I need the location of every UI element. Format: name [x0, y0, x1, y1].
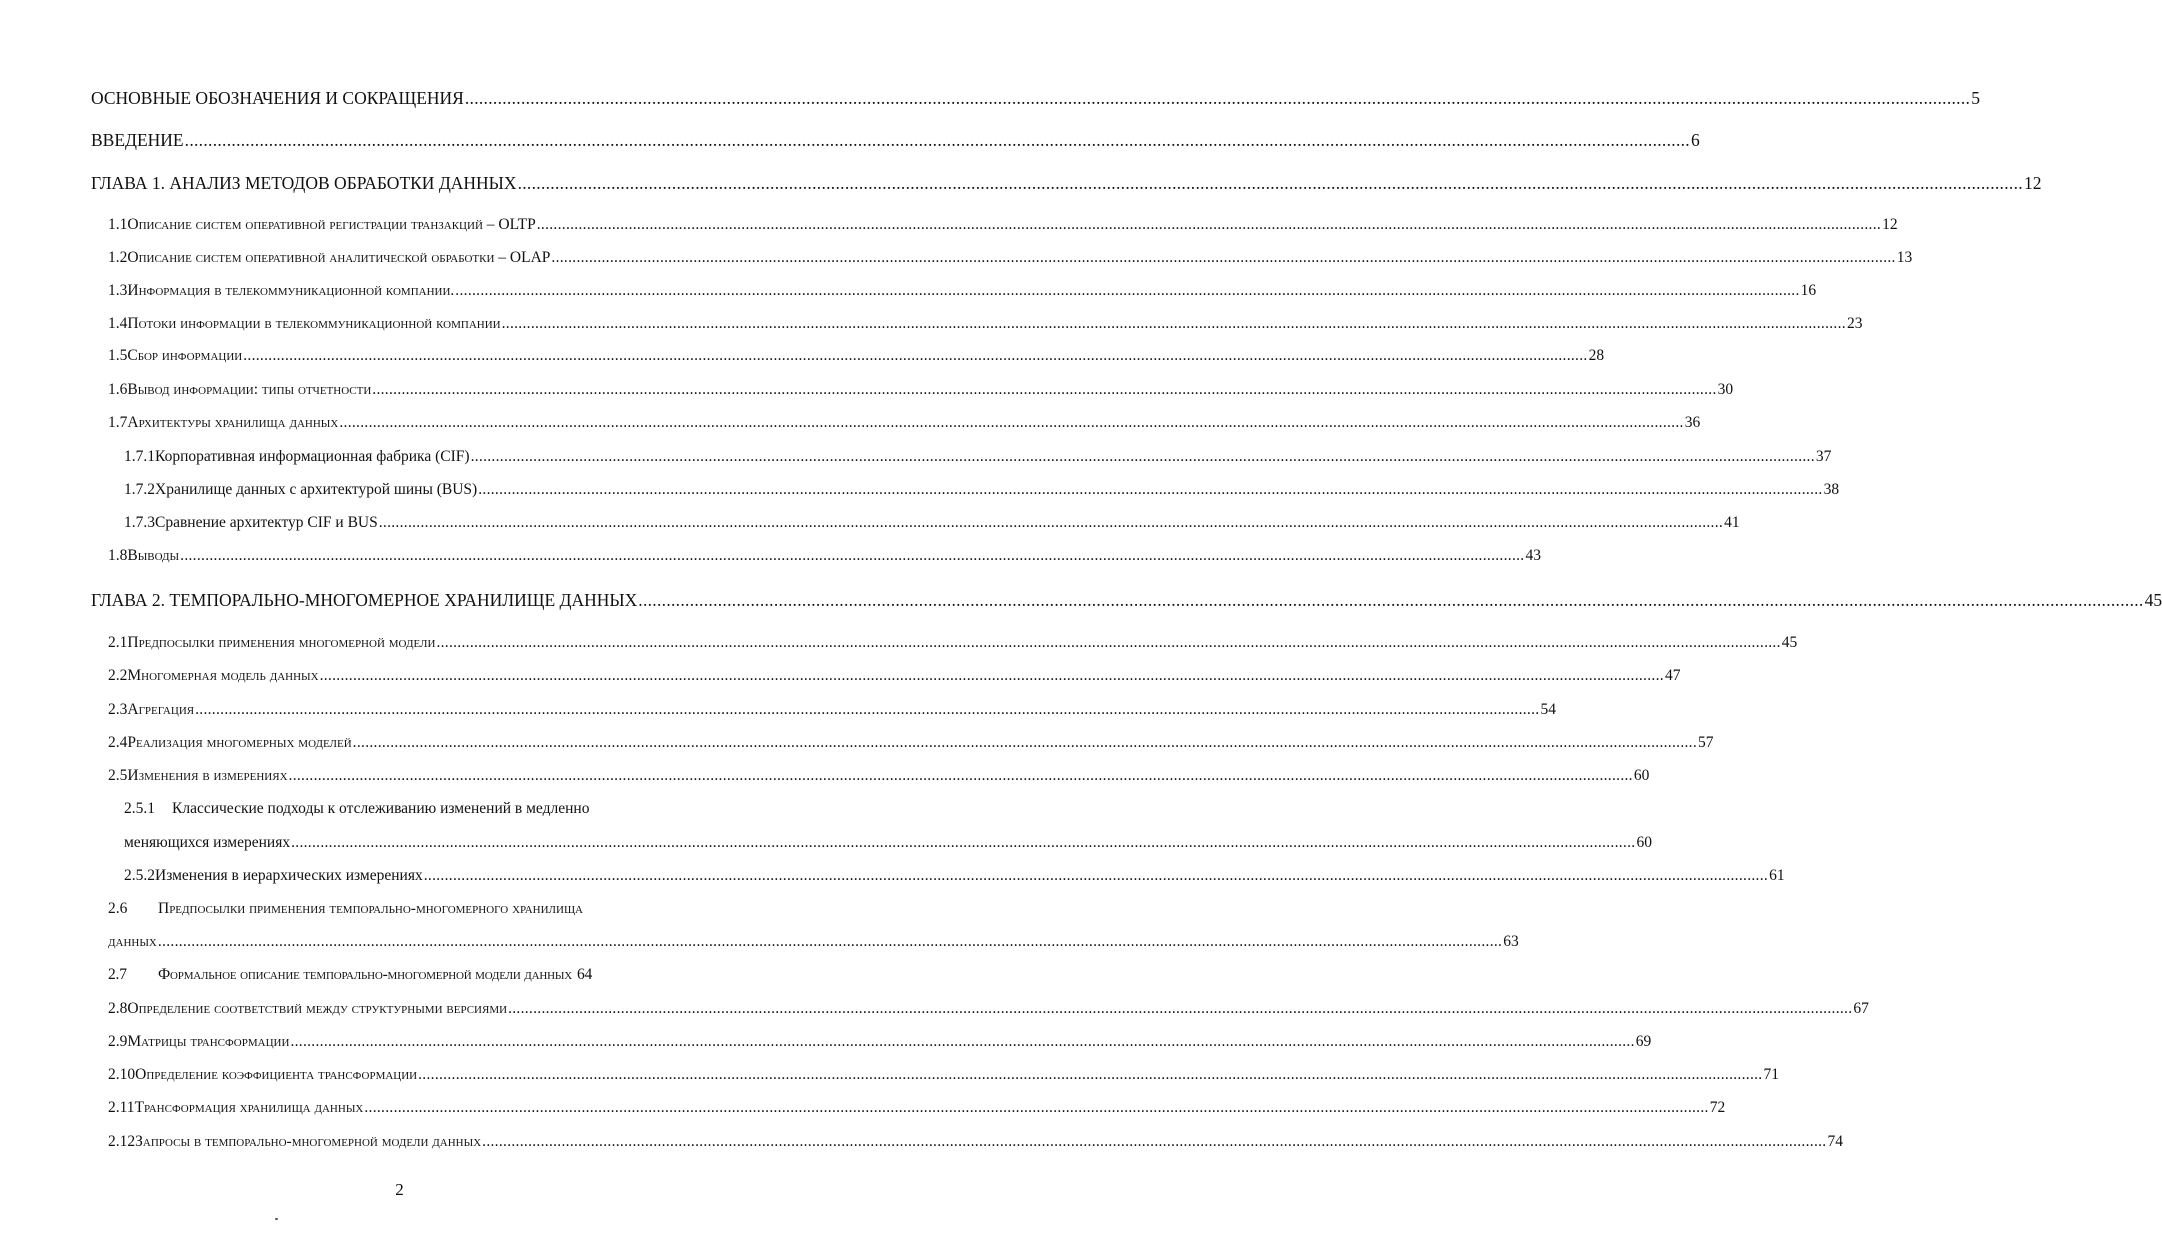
toc-title: ВВЕДЕНИЕ — [91, 130, 184, 150]
toc-number: 1.2 — [108, 249, 128, 266]
toc-page: 71 — [1763, 1066, 1779, 1083]
toc-title: Описание систем оперативной регистрации транзакций – OLTP — [127, 216, 536, 233]
toc-page: 54 — [1540, 701, 1556, 718]
toc-title: Хранилище данных с архитектурой шины (BUS) — [155, 481, 478, 498]
toc-title: Многомерная модель данных — [127, 667, 319, 684]
toc-number: 2.6 — [108, 900, 128, 917]
toc-entry-2-5-2 — [124, 867, 1785, 885]
toc-title: Корпоративная информационная фабрика (CIF) — [155, 448, 470, 465]
toc-title: Формальное описание темпорально-многомерной модели данных — [158, 966, 572, 983]
toc-number: 2.7 — [108, 966, 127, 983]
toc-entry-1-3 — [108, 282, 1817, 300]
toc-entry-2-5-1-line1 — [124, 800, 589, 818]
toc-page: 37 — [1815, 448, 1832, 465]
toc-entry-2-2 — [108, 667, 1681, 685]
toc-title: Предпосылки применения многомерной модели — [127, 634, 436, 651]
toc-page: 41 — [1724, 514, 1740, 531]
toc-title: Вывод информации: типы отчетности — [127, 381, 372, 398]
toc-title: Определение коэффициента трансформации — [135, 1066, 418, 1083]
toc-entry-1-1 — [108, 216, 1898, 234]
toc-title-continued: данных — [108, 933, 157, 950]
toc-page: 45 — [2144, 590, 2162, 610]
toc-page: 43 — [1525, 547, 1541, 564]
toc-entry-1-2 — [108, 249, 1913, 267]
toc-title: Предпосылки применения темпорально-многомерного хранилища — [158, 900, 583, 917]
toc-page: 30 — [1717, 381, 1734, 398]
scan-speck — [275, 1218, 278, 1220]
toc-title: Изменения в иерархических измерениях — [155, 867, 423, 884]
toc-title: Матрицы трансформации — [127, 1033, 290, 1050]
toc-page: 64 — [576, 966, 593, 983]
toc-number: 2.3 — [108, 701, 128, 718]
toc-entry-2-8 — [108, 1000, 1869, 1018]
toc-number: 2.11 — [108, 1099, 135, 1116]
toc-entry-2-9 — [108, 1033, 1652, 1051]
toc-entry-2-4 — [108, 734, 1714, 752]
toc-title: ОСНОВНЫЕ ОБОЗНАЧЕНИЯ И СОКРАЩЕНИЯ — [91, 88, 464, 108]
toc-page: 69 — [1635, 1033, 1652, 1050]
toc-title: Классические подходы к отслеживанию изменений в медленно — [172, 800, 590, 817]
toc-entry-chapter-1 — [91, 173, 2042, 194]
toc-entry-2-7 — [108, 966, 737, 984]
toc-entry-1-7-1 — [124, 448, 1832, 466]
toc-entry-1-7-3 — [124, 514, 1740, 532]
toc-entry-1-4 — [108, 315, 1863, 333]
toc-page: 67 — [1853, 1000, 1869, 1017]
toc-entry-2-12 — [108, 1133, 1843, 1151]
toc-title: Запросы в темпорально-многомерной модели данных — [135, 1133, 482, 1150]
toc-page: 63 — [1503, 933, 1519, 950]
toc-number: 2.4 — [108, 734, 128, 751]
toc-number: 1.7.3 — [124, 514, 155, 531]
toc-entry-1-6 — [108, 381, 1734, 399]
toc-page: 45 — [1781, 634, 1798, 651]
toc-number: 2.8 — [108, 1000, 128, 1017]
toc-number: 2.5 — [108, 767, 128, 784]
toc-title: ГЛАВА 1. АНАЛИЗ МЕТОДОВ ОБРАБОТКИ ДАННЫХ — [91, 173, 517, 193]
toc-entry-2-11 — [108, 1099, 1726, 1117]
toc-page: 28 — [1588, 347, 1605, 364]
toc-number: 2.12 — [108, 1133, 136, 1150]
toc-entry-2-6-line1 — [108, 900, 583, 918]
toc-page: 60 — [1636, 834, 1652, 851]
toc-number: 2.2 — [108, 667, 128, 684]
toc-page: 12 — [2023, 173, 2042, 193]
toc-title: Потоки информации в телекоммуникационной компании — [127, 315, 501, 332]
toc-title: Информация в телекоммуникационной компании. — [127, 282, 455, 299]
toc-page: 12 — [1882, 216, 1898, 233]
toc-title: Сбор информации — [127, 347, 243, 364]
toc-entry-1-8 — [108, 547, 1541, 565]
toc-number: 1.3 — [108, 282, 128, 299]
toc-entry-2-1 — [108, 634, 1798, 652]
toc-number: 1.5 — [108, 347, 128, 364]
toc-number: 1.7 — [108, 414, 128, 431]
toc-number: 1.7.2 — [124, 481, 155, 498]
toc-number: 1.8 — [108, 547, 128, 564]
toc-entry-2-5-1-line2 — [124, 834, 1652, 852]
toc-entry-2-5 — [108, 767, 1650, 785]
toc-title: Определение соответствий между структурными версиями — [127, 1000, 508, 1017]
toc-entry-1-7 — [108, 414, 1701, 432]
toc-entry-2-10 — [108, 1066, 1779, 1084]
toc-number: 2.5.1 — [124, 800, 155, 817]
toc-page: 61 — [1769, 867, 1785, 884]
toc-page: 16 — [1800, 282, 1817, 299]
toc-entry-introduction — [91, 130, 1700, 151]
toc-entry-2-6-line2 — [108, 933, 1519, 951]
toc-title: Трансформация хранилища данных — [134, 1099, 364, 1116]
toc-title: Реализация многомерных моделей — [127, 734, 352, 751]
toc-page: 23 — [1846, 315, 1863, 332]
toc-title-continued: меняющихся измерениях — [124, 834, 291, 851]
toc-page: 13 — [1896, 249, 1913, 266]
toc-entry-1-7-2 — [124, 481, 1840, 499]
toc-entry-abbreviations — [91, 88, 1980, 109]
toc-page: 5 — [1971, 88, 1980, 108]
toc-entry-chapter-2 — [91, 590, 2162, 611]
toc-number: 2.5.2 — [124, 867, 155, 884]
toc-number: 2.1 — [108, 634, 128, 651]
toc-title: Сравнение архитектур CIF и BUS — [155, 514, 378, 531]
toc-page: 47 — [1664, 667, 1681, 684]
toc-number: 1.4 — [108, 315, 128, 332]
toc-number: 1.6 — [108, 381, 128, 398]
toc-number: 1.1 — [108, 216, 128, 233]
toc-page: 60 — [1633, 767, 1650, 784]
toc-title: Агрегация — [127, 701, 195, 718]
toc-title: ГЛАВА 2. ТЕМПОРАЛЬНО-МНОГОМЕРНОЕ ХРАНИЛИЩЕ ДАННЫХ — [91, 590, 638, 610]
toc-page: 36 — [1684, 414, 1701, 431]
toc-page: 6 — [1691, 130, 1700, 150]
toc-entry-1-5 — [108, 347, 1605, 365]
toc-page: 38 — [1823, 481, 1840, 498]
toc-page: 74 — [1827, 1133, 1843, 1150]
toc-title: Изменения в измерениях — [127, 767, 288, 784]
toc-number: 1.7.1 — [124, 448, 155, 465]
page-number: 2 — [395, 1180, 404, 1199]
toc-title: Описание систем оперативной аналитической обработки – OLAP — [127, 249, 551, 266]
toc-page: 57 — [1698, 734, 1714, 751]
toc-title: Архитектуры хранилища данных — [127, 414, 339, 431]
toc-title: Выводы — [127, 547, 180, 564]
toc-page: 72 — [1709, 1099, 1726, 1116]
toc-number: 2.10 — [108, 1066, 136, 1083]
toc-entry-2-3 — [108, 701, 1556, 719]
toc-number: 2.9 — [108, 1033, 128, 1050]
